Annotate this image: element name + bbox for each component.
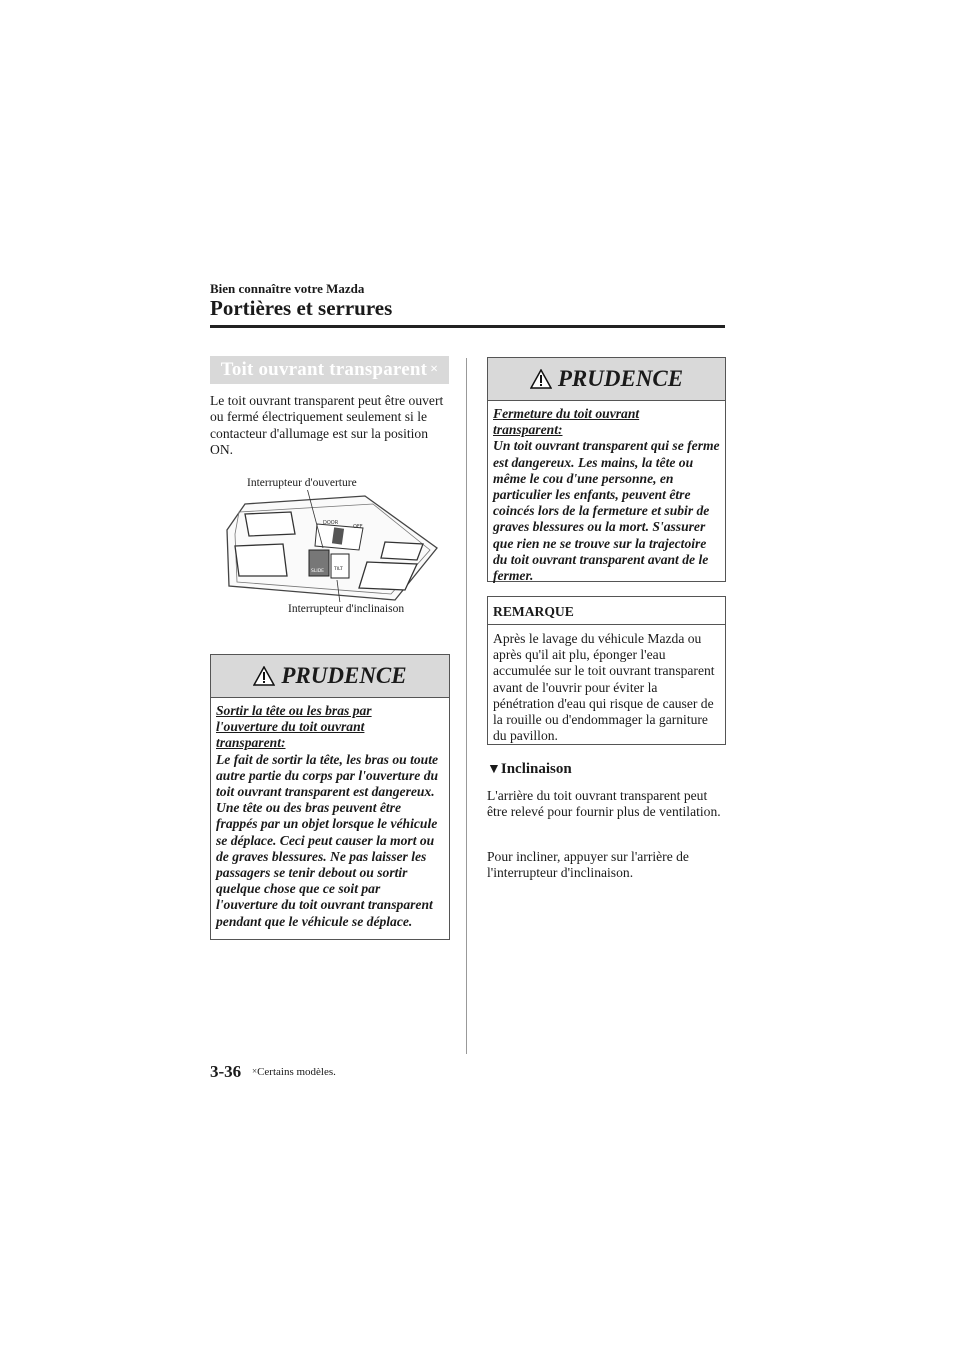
warning-box-right bbox=[487, 357, 726, 582]
warning-heading-left: PRUDENCE bbox=[281, 663, 407, 688]
warning-heading-right: PRUDENCE bbox=[557, 366, 684, 391]
tilt-paragraph-2: Pour incliner, appuyer sur l'arrière de l'interrupteur d'inclinaison. bbox=[487, 849, 689, 881]
section-banner bbox=[210, 356, 449, 384]
banner-text: Toit ouvrant transparent bbox=[220, 359, 428, 380]
warning-subtitle-right-line-1: Fermeture du toit ouvrant bbox=[493, 406, 640, 421]
warning-box-left bbox=[210, 654, 450, 940]
tilt-switch-label: Interrupteur d'inclinaison bbox=[288, 603, 405, 615]
map-lamp-left-top bbox=[245, 512, 295, 536]
section-marker-icon: ▼ bbox=[487, 762, 501, 777]
overhead-console-diagram bbox=[225, 490, 440, 602]
map-lamp-right-top bbox=[381, 542, 423, 560]
warning-subtitle-right-line-2: transparent: bbox=[493, 422, 563, 438]
title-rule bbox=[210, 325, 725, 328]
page-title: Portières et serrures bbox=[210, 296, 393, 320]
tilt-switch bbox=[331, 554, 349, 578]
warning-content-left bbox=[211, 698, 449, 936]
warning-content-right bbox=[488, 401, 725, 590]
label-off: OFF bbox=[353, 524, 363, 530]
warning-header-right bbox=[488, 358, 725, 401]
section-supertitle: Bien connaître votre Mazda bbox=[210, 281, 365, 296]
label-tilt: TILT bbox=[334, 567, 343, 572]
warning-subtitle-left-line-1: Sortir la tête ou les bras par bbox=[216, 703, 372, 718]
warning-body-right: Un toit ouvrant transparent qui se ferme est dangereux. Les mains, la tête ou même le cou d'une personne, en particulier les enfants, peuvent être coincés lors de la fermeture et subir de graves blessures ou la mort. S'assurer que rien ne se trouve sur la trajectoire du toit ouvrant transparent avant de le fermer. bbox=[493, 438, 720, 584]
page-number: 3-36 bbox=[210, 1062, 242, 1081]
intro-paragraph: Le toit ouvrant transparent peut être ouvert ou fermé électriquement seulement si le contacteur d'allumage est sur la position ON. bbox=[210, 393, 444, 458]
label-door: DOOR bbox=[323, 520, 339, 526]
footnote bbox=[252, 1066, 336, 1078]
tilt-heading bbox=[487, 761, 572, 778]
warning-triangle-icon bbox=[253, 666, 275, 686]
warning-body-left: Le fait de sortir la tête, les bras ou toute autre partie du corps par l'ouverture du toit ouvrant transparent est dangereux. Une tête ou des bras peuvent être frappés par un objet lorsque le véhicule se déplace. Ceci peut causer la mort ou de graves blessures. Ne pas laisser les passagers se tenir debout ou sortir quelque chose que ce soit par l'ouverture du toit ouvrant transparent pendant que le véhicule se déplace. bbox=[216, 751, 439, 929]
footnote-mark: × bbox=[252, 1066, 258, 1076]
optional-feature-mark: × bbox=[430, 362, 439, 377]
open-switch-label: Interrupteur d'ouverture bbox=[247, 477, 357, 489]
map-lamp-left-bottom bbox=[235, 544, 287, 576]
column-divider bbox=[466, 358, 467, 1054]
note-box bbox=[487, 596, 726, 745]
tilt-paragraph-1: L'arrière du toit ouvrant transparent peut être relevé pour fournir plus de ventilation. bbox=[487, 788, 721, 820]
footnote-text: Certains modèles. bbox=[257, 1066, 336, 1078]
warning-triangle-icon bbox=[530, 369, 552, 389]
warning-subtitle-left-line-3: transparent: bbox=[216, 735, 286, 751]
note-heading: REMARQUE bbox=[488, 597, 725, 625]
warning-header-left bbox=[211, 655, 449, 698]
label-slide: SLIDE bbox=[311, 569, 324, 574]
tilt-heading-text: Inclinaison bbox=[500, 761, 572, 777]
warning-subtitle-left-line-2: l'ouverture du toit ouvrant bbox=[216, 719, 365, 735]
note-body: Après le lavage du véhicule Mazda ou après qu'il ait plu, éponger l'eau accumulée sur le toit ouvrant transparent avant de l'ouvrir pour éviter la pénétration d'eau qui risque de causer de la rouille ou d'endommager la garniture du pavillon. bbox=[493, 631, 715, 744]
map-lamp-right-bottom bbox=[359, 562, 417, 590]
